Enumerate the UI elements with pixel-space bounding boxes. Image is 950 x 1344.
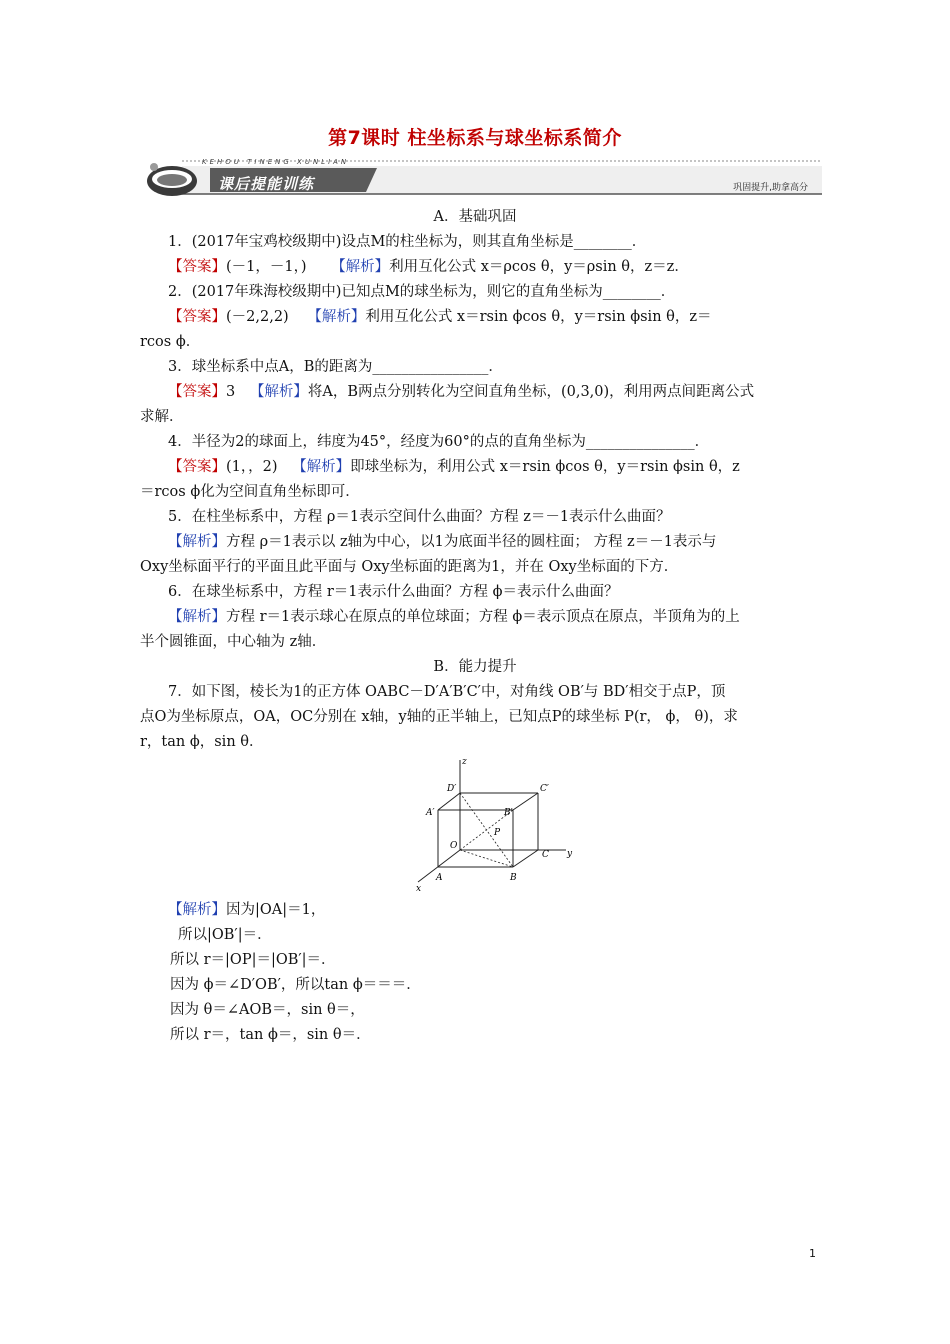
analysis-7-line-3: 所以 r＝|OP|＝|OB′|＝． (170, 952, 336, 968)
analysis-7-line-5: 因为 θ＝∠AOB＝，sin θ＝， (170, 1002, 365, 1018)
answer-2 (168, 307, 712, 327)
analysis-6-cont: 半个圆锥面，中心轴为 z轴． (140, 634, 327, 650)
question-3: 3．球坐标系中点A，B的距离为________________． (168, 359, 503, 375)
label-c: C (542, 850, 549, 860)
analysis-tag: 【解析】 (168, 534, 226, 550)
label-c-prime: C′ (540, 784, 549, 794)
section-b-heading: B．能力提升 (433, 659, 517, 675)
analysis-5-cont: Oxy坐标面平行的平面且此平面与 Oxy坐标面的距离为1，并在 Oxy坐标面的下方． (140, 559, 679, 575)
label-p: P (494, 828, 501, 838)
banner-slogan: 巩固提升,助拿高分 (733, 183, 808, 193)
label-a: A (436, 873, 443, 883)
analysis-5 (168, 532, 716, 552)
analysis-tag: 【解析】 (168, 902, 226, 918)
analysis-7-line-2: 所以|OB′|＝． (178, 927, 272, 943)
question-5: 5．在柱坐标系中，方程 ρ＝1表示空间什么曲面？方程 z＝－1表示什么曲面？ (168, 509, 671, 525)
analysis-text: 利用互化公式 x＝ρcos θ，y＝ρsin θ，z＝z． (389, 259, 689, 275)
label-z: z (462, 757, 467, 767)
answer-4 (168, 457, 740, 477)
analysis-tag: 【解析】 (168, 609, 226, 625)
question-7-line-1: 7．如下图，棱长为1的正方体 OABC－D′A′B′C′中，对角线 OB′与 BD′相交于点P，顶 (168, 684, 726, 700)
answer-tag: 【答案】 (168, 459, 226, 475)
analysis-tag: 【解析】 (292, 459, 351, 475)
answer-tag: 【答案】 (168, 384, 226, 400)
analysis-tag: 【解析】 (307, 309, 366, 325)
label-x: x (416, 884, 422, 894)
answer-tag: 【答案】 (168, 259, 226, 275)
analysis-text: 将A，B两点分别转化为空间直角坐标，(0,3,0)，利用两点间距离公式 (307, 384, 755, 400)
section-banner (142, 155, 822, 201)
analysis-4-cont: ＝rcos ϕ化为空间直角坐标即可． (140, 484, 360, 500)
label-o: O (450, 841, 458, 851)
answer-text: (－2,2,2) (226, 309, 289, 325)
label-b-prime: B′ (504, 808, 513, 818)
question-7-line-2: 点O为坐标原点，OA，OC分别在 x轴，y轴的正半轴上，已知点P的球坐标 P(r， ϕ， θ)，求 (140, 709, 738, 725)
banner-label: 课后提能训练 (218, 175, 315, 193)
analysis-tag: 【解析】 (331, 259, 390, 275)
analysis-text: 利用互化公式 x＝rsin ϕcos θ，y＝rsin ϕsin θ，z＝ (365, 309, 712, 325)
question-7-line-3: r，tan ϕ，sin θ． (140, 734, 264, 750)
answer-text: 3 (226, 384, 236, 400)
answer-text: (－1，－1，) (226, 259, 307, 275)
label-d-prime: D′ (447, 784, 457, 794)
answer-3 (168, 382, 754, 402)
analysis-text: 因为|OA|＝1， (226, 902, 326, 918)
analysis-text: 方程 r＝1表示球心在原点的单位球面；方程 ϕ＝表示顶点在原点，半顶角为的上 (226, 609, 740, 625)
label-b: B (510, 873, 517, 883)
analysis-tag: 【解析】 (249, 384, 308, 400)
analysis-7 (168, 900, 325, 920)
analysis-text: 方程 ρ＝1表示以 z轴为中心，以1为底面半径的圆柱面； 方程 z＝－1表示与 (226, 534, 717, 550)
answer-text: (1，，2) (226, 459, 278, 475)
cube-figure (408, 755, 578, 899)
analysis-6 (168, 607, 740, 627)
question-2: 2．(2017年珠海校级期中)已知点M的球坐标为，则它的直角坐标为________． (168, 284, 676, 300)
banner-pinyin: KEHOU TINENG XUNLIAN (202, 158, 350, 166)
answer-1 (168, 257, 689, 277)
analysis-7-line-6: 所以 r＝，tan ϕ＝，sin θ＝． (170, 1027, 371, 1043)
question-6: 6．在球坐标系中，方程 r＝1表示什么曲面？方程 ϕ＝表示什么曲面？ (168, 584, 619, 600)
page-title: 第7课时 柱坐标系与球坐标系简介 (328, 127, 622, 149)
question-1: 1．(2017年宝鸡校级期中)设点M的柱坐标为，则其直角坐标是________． (168, 234, 647, 250)
analysis-3-cont: 求解． (140, 409, 184, 425)
label-y: y (567, 849, 573, 859)
page-number: 1 (809, 1247, 816, 1260)
answer-tag: 【答案】 (168, 309, 226, 325)
analysis-7-line-4: 因为 ϕ＝∠D′OB′，所以tan ϕ＝＝＝． (170, 977, 421, 993)
label-a-prime: A′ (426, 808, 435, 818)
question-4: 4．半径为2的球面上，纬度为45°，经度为60°的点的直角坐标为_______________． (168, 434, 710, 450)
analysis-text: 即球坐标为，利用公式 x＝rsin ϕcos θ，y＝rsin ϕsin θ，z (350, 459, 740, 475)
analysis-2-cont: rcos ϕ． (140, 334, 201, 350)
section-a-heading: A．基础巩固 (433, 209, 517, 225)
